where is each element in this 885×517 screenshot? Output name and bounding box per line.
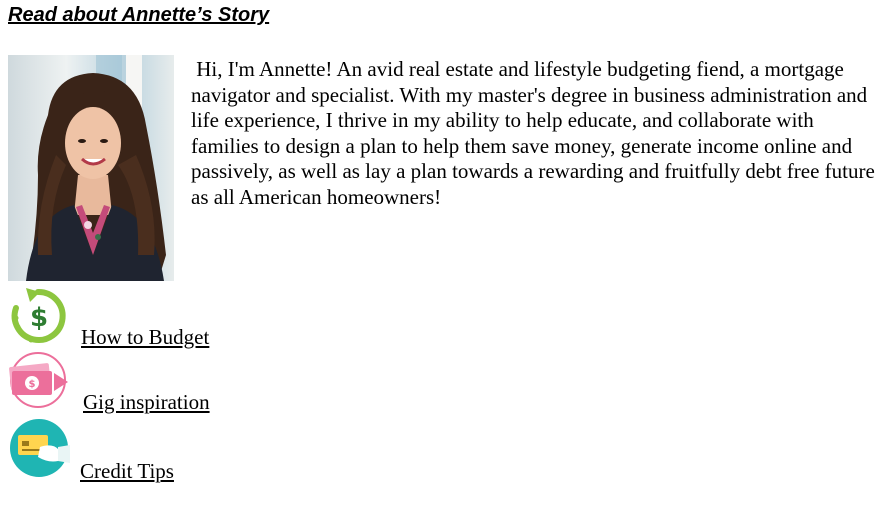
- credit-card-hand-icon: [8, 417, 70, 484]
- bio-paragraph: [191, 57, 881, 210]
- dollar-refresh-icon: [8, 286, 68, 351]
- cash-transfer-icon: [8, 351, 70, 414]
- nav-label-gig-inspiration: Gig inspiration: [83, 390, 210, 414]
- svg-text:$: $: [29, 303, 49, 333]
- nav-item-gig-inspiration[interactable]: [8, 351, 228, 415]
- nav-label-credit-tips: Credit Tips: [80, 459, 174, 483]
- nav-label-how-to-budget: How to Budget: [81, 325, 210, 349]
- bio-text: Hi, I'm Annette! An avid real estate and lifestyle budgeting fiend, a mortgage navigator and specialist. With my master's degree in business administration and life experience, I thrive in my ability to help educate, and collaborate with families to design a plan to help them save money, generate income online and passively, as well as lay a plan towards a rewarding and fruitfully debt free future as all American homeowners!: [191, 57, 875, 209]
- annette-story-link[interactable]: Read about Annette’s Story: [8, 4, 270, 26]
- nav-item-credit-tips[interactable]: [8, 417, 228, 485]
- annette-portrait-photo: [8, 55, 174, 281]
- nav-item-how-to-budget[interactable]: [8, 286, 228, 350]
- svg-text:$: $: [28, 379, 36, 390]
